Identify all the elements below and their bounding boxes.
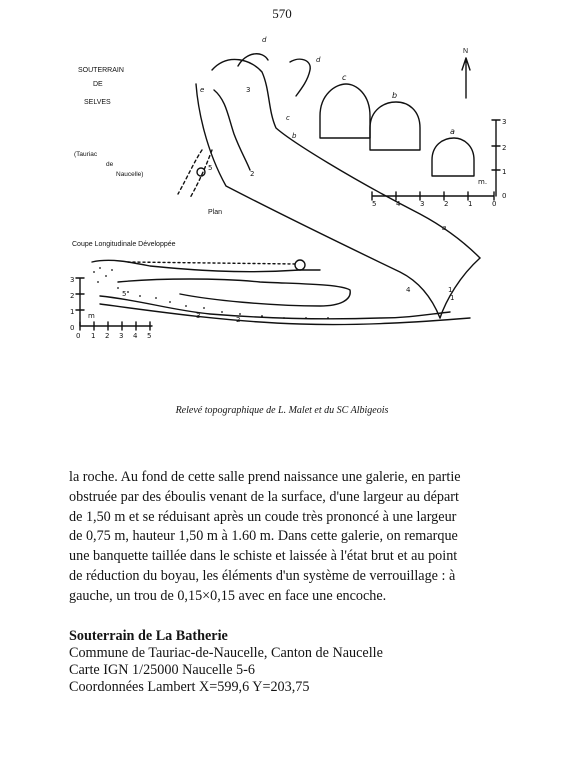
label-location-2: de [106,161,114,168]
section-number: 1 [450,294,455,302]
label-location-3: Naucelle) [116,171,144,178]
right-scale-vertical: 2 [502,144,507,152]
body-line: obstruée par des éboulis venant de la surface, d'une largeur au départ [69,488,459,505]
body-line: la roche. Au fond de cette salle prend naissance une galerie, en partie [69,469,461,485]
left-scale-vertical: 1 [70,308,75,316]
right-scale-tick: 5 [372,200,377,208]
plan-letter-c: c [286,114,290,122]
left-scale-horizontal [80,322,152,330]
left-scale-unit: m [88,312,95,320]
plan-side-passage-2 [190,150,212,198]
plan-gallery-upper-wall [212,59,480,258]
plan-gallery-lower-wall [196,84,440,318]
page-number: 570 [272,6,292,21]
section-well [295,260,305,270]
plan-room-d2 [290,59,310,96]
profile-label-a: a [450,127,455,136]
plan-letter-e: e [200,86,205,94]
right-scale-tick: 0 [492,200,497,208]
right-scale-vertical [492,120,500,196]
left-scale-vertical: 3 [70,276,75,284]
right-scale-vertical: 0 [502,192,507,200]
section-floor [100,304,470,325]
plan-letter-a: a [442,224,447,232]
right-scale-vertical: 3 [502,118,507,126]
body-line: de 0,75 m, hauteur 1,50 m à 1.60 m. Dans cette galerie, on remarque [69,528,458,545]
figure-caption: Relevé topographique de L. Malet et du SC Albigeois [175,405,389,416]
profile-a [432,138,474,176]
site-entry [69,628,509,696]
north-label: N [463,48,469,55]
plan-well [197,168,205,176]
label-location-1: (Tauriac [74,151,98,158]
body-line: gauche, un trou de 0,15×0,15 avec en face une encoche. [69,587,387,604]
plan-gallery-end [440,258,480,318]
label-plan: Plan [208,209,223,216]
plan-letter-d2: d [316,56,321,64]
right-scale-tick: 2 [444,200,449,208]
left-scale-tick: 3 [119,332,124,340]
section-number: 5 [122,290,127,298]
plan-number-2: 2 [250,170,255,178]
label-title-1: SOUTERRAIN [78,67,124,74]
section-number: 4 [406,286,411,294]
section-number: 3 [196,312,201,320]
section-lower [100,296,450,319]
right-scale-vertical: 1 [502,168,507,176]
right-scale-tick: 4 [396,200,401,208]
body-line: de réduction du boyau, les éléments d'un système de verrouillage : à [69,567,456,584]
section-upper [118,279,350,306]
label-title-2: DE [93,81,103,88]
plan-letter-d1: d [262,36,267,44]
site-coordinates: Coordonnées Lambert X=599,6 Y=203,75 [69,679,310,695]
left-scale-tick: 5 [147,332,152,340]
section-dotted [128,262,296,264]
section-number: 2 [236,316,241,324]
left-scale-vertical: 2 [70,292,75,300]
left-scale-vertical [76,278,84,326]
profile-label-b: b [392,91,398,100]
north-arrow [462,58,470,98]
right-scale-unit: m. [478,178,488,186]
site-title: Souterrain de La Batherie [69,628,228,644]
profile-c [320,84,370,138]
left-scale-tick: 2 [105,332,110,340]
body-line: une banquette taillée dans le schiste et laissée à l'état brut et au point [69,548,458,565]
profile-label-c: c [342,73,347,82]
plan-number-5: 5 [208,164,213,172]
section-stipple [93,267,329,319]
plan-number-3: 3 [246,86,251,94]
left-scale-tick: 4 [133,332,138,340]
right-scale-tick: 1 [468,200,473,208]
site-commune: Commune de Tauriac-de-Naucelle, Canton de Naucelle [69,645,383,661]
label-title-3: SELVES [84,99,111,106]
body-line: de 1,50 m et se réduisant après un coude très prononcé à une largeur [69,508,457,525]
plan-gallery-inner [214,90,250,170]
label-section: Coupe Longitudinale Développée [72,241,176,248]
section-top [92,260,320,271]
plan-letter-b: b [292,132,297,140]
site-map: Carte IGN 1/25000 Naucelle 5-6 [69,662,255,678]
left-scale-vertical: 0 [70,324,75,332]
left-scale-tick: 0 [76,332,81,340]
body-paragraph [69,468,501,607]
profile-b [370,102,420,150]
right-scale-tick: 3 [420,200,425,208]
plan-number-1: 1 [448,286,453,294]
left-scale-tick: 1 [91,332,96,340]
plan-side-passage [178,150,202,194]
